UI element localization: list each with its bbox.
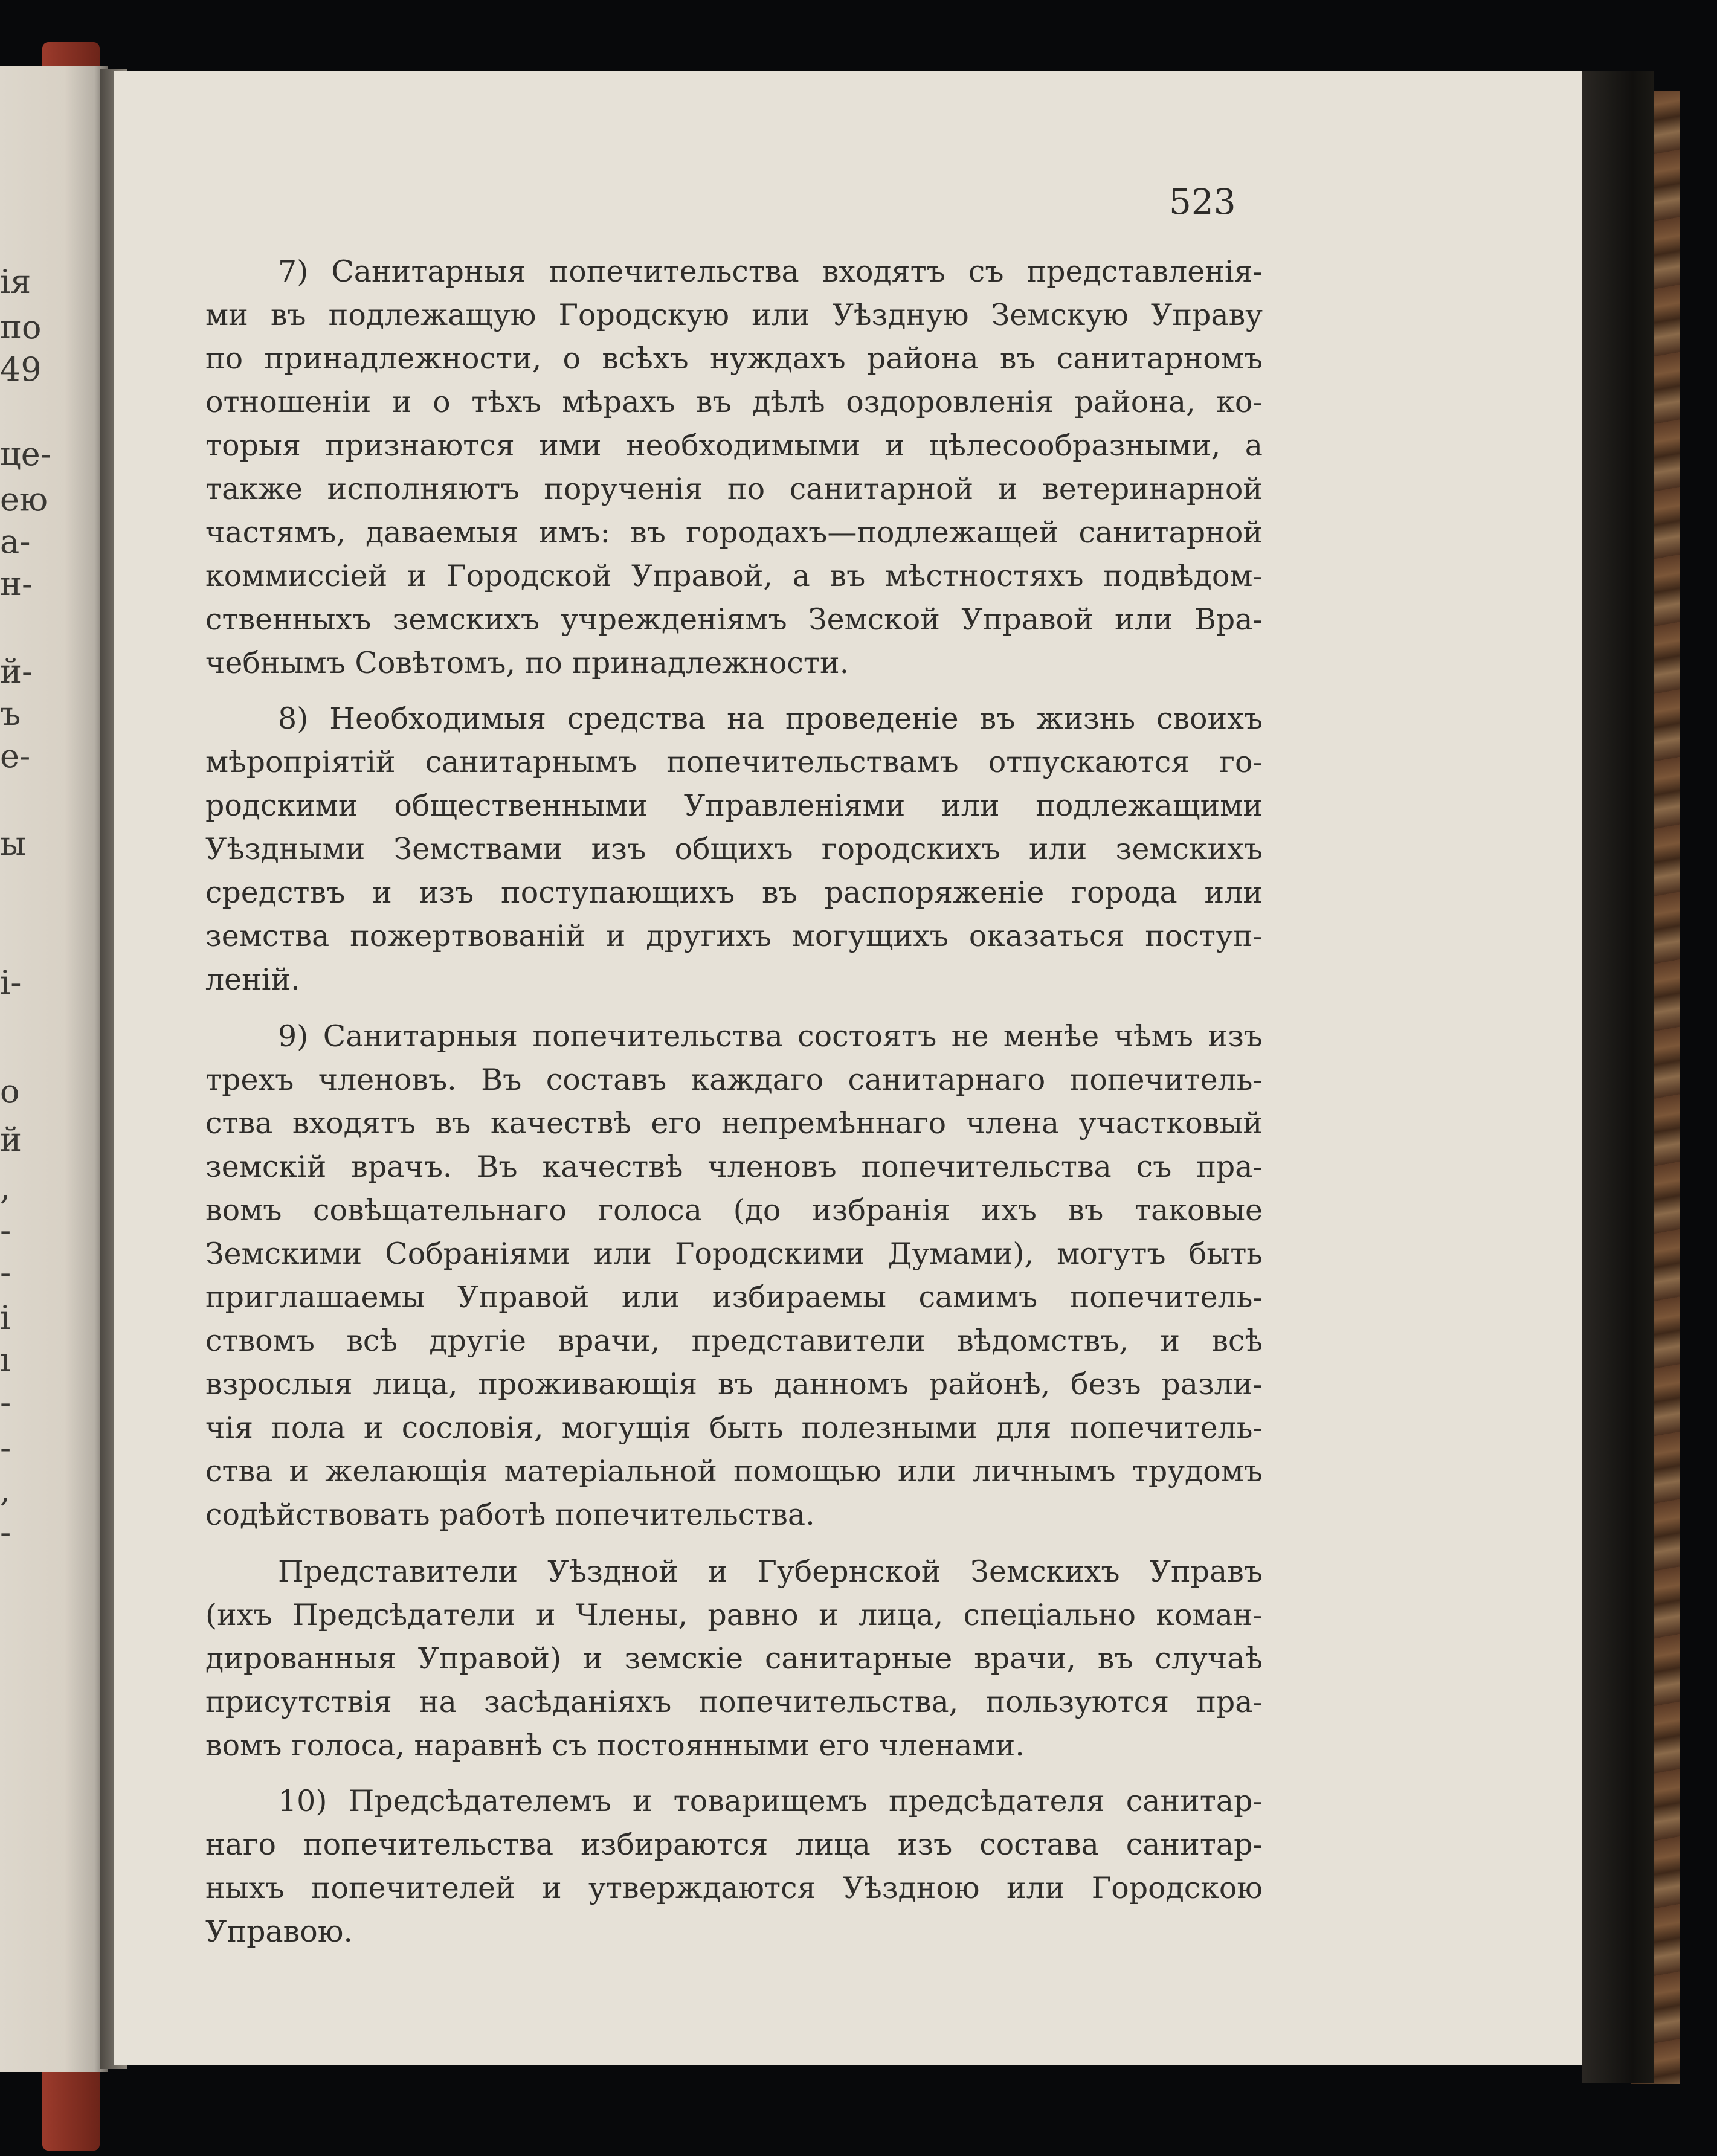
text-line: чія пола и сословія, могущія быть полезными для попечитель- (205, 1411, 1263, 1445)
text-line: коммиссіей и Городской Управой, а въ мѣстностяхъ подвѣдом- (205, 559, 1263, 593)
text-line: наго попечительства избираются лица изъ состава санитар- (205, 1827, 1263, 1862)
left-fragment: ъ (0, 695, 21, 733)
text-line: торыя признаются ими необходимыми и цѣлесообразными, а (205, 428, 1263, 463)
text-line: ственныхъ земскихъ учрежденіямъ Земской Управой или Вра- (205, 602, 1263, 637)
text-line: ми въ подлежащую Городскую или Уѣздную Земскую Управу (205, 298, 1263, 332)
text-line: присутствія на засѣданіяхъ попечительства, пользуются пра- (205, 1685, 1263, 1719)
text-line: трехъ членовъ. Въ составъ каждаго санитарнаго попечитель- (205, 1063, 1263, 1097)
text-line: Представители Уѣздной и Губернской Земскихъ Управъ (278, 1554, 1263, 1589)
left-fragment: - (0, 1383, 11, 1421)
left-fragment: ı (0, 1341, 11, 1379)
left-fragment: по (0, 308, 42, 346)
text-line: родскими общественными Управленіями или подлежащими (205, 788, 1263, 823)
left-page (0, 66, 108, 2072)
left-fragment: ею (0, 480, 48, 518)
left-fragment: , (0, 1471, 11, 1509)
text-line: средствъ и изъ поступающихъ въ распоряженіе города или (205, 875, 1263, 910)
left-fragment: о (0, 1072, 20, 1110)
text-line: взрослыя лица, проживающія въ данномъ районѣ, безъ разли- (205, 1367, 1263, 1401)
text-line: леній. (205, 962, 300, 997)
text-line: ныхъ попечителей и утверждаются Уѣздною или Городскою (205, 1871, 1263, 1905)
text-line: земства пожертвованій и другихъ могущихъ оказаться поступ- (205, 919, 1263, 953)
left-fragment: - (0, 1211, 11, 1249)
left-fragment: це- (0, 435, 51, 473)
text-line: ства входятъ въ качествѣ его непремѣннаго члена участковый (205, 1106, 1263, 1141)
text-line: вомъ голоса, наравнѣ съ постоянными его членами. (205, 1728, 1025, 1763)
text-line: содѣйствовать работѣ попечительства. (205, 1498, 815, 1532)
left-fragment: а- (0, 523, 31, 561)
text-line: (ихъ Предсѣдатели и Члены, равно и лица, спеціально коман- (205, 1598, 1263, 1632)
left-fragment: - (0, 1429, 11, 1467)
text-line: 8) Необходимыя средства на проведеніе въ жизнь своихъ (278, 701, 1263, 736)
text-line: земскій врачъ. Въ качествѣ членовъ попечительства съ пра- (205, 1150, 1263, 1184)
text-line: Уѣздными Земствами изъ общихъ городскихъ или земскихъ (205, 832, 1263, 866)
left-fragment: ія (0, 263, 31, 301)
text-line: 10) Предсѣдателемъ и товарищемъ предсѣдателя санитар- (278, 1784, 1263, 1818)
left-fragment: - (0, 1513, 11, 1551)
left-fragment: - (0, 1253, 11, 1292)
left-fragment: й (0, 1121, 22, 1159)
text-line: по принадлежности, о всѣхъ нуждахъ района въ санитарномъ (205, 341, 1263, 376)
text-line: мѣропріятій санитарнымъ попечительствамъ отпускаются го- (205, 745, 1263, 779)
text-line: Управою. (205, 1914, 353, 1949)
text-line: чебнымъ Совѣтомъ, по принадлежности. (205, 646, 849, 680)
text-line: 7) Санитарныя попечительства входятъ съ представленія- (278, 254, 1263, 289)
text-line: отношеніи и о тѣхъ мѣрахъ въ дѣлѣ оздоровленія района, ко- (205, 385, 1263, 419)
left-fragment: ы (0, 825, 26, 863)
text-line: вомъ совѣщательнаго голоса (до избранія ихъ въ таковые (205, 1193, 1263, 1228)
left-fragment: й- (0, 652, 33, 690)
page-number: 523 (1169, 181, 1236, 222)
text-line: дированныя Управой) и земскіе санитарные врачи, въ случаѣ (205, 1641, 1263, 1676)
text-line: ствомъ всѣ другіе врачи, представители вѣдомствъ, и всѣ (205, 1324, 1263, 1358)
left-fragment: н- (0, 565, 33, 603)
right-cover-edge (1582, 71, 1654, 2083)
text-line: 9) Санитарныя попечительства состоятъ не менѣе чѣмъ изъ (278, 1019, 1263, 1054)
text-line: ства и желающія матеріальной помощью или личнымъ трудомъ (205, 1454, 1263, 1488)
text-line: частямъ, даваемыя имъ: въ городахъ—подлежащей санитарной (205, 515, 1263, 550)
left-fragment: 49 (0, 350, 42, 388)
left-fragment: і (0, 1299, 11, 1337)
left-fragment: і- (0, 964, 22, 1002)
text-line: приглашаемы Управой или избираемы самимъ попечитель- (205, 1280, 1263, 1315)
left-fragment: , (0, 1169, 11, 1207)
text-line: также исполняютъ порученія по санитарной и ветеринарной (205, 472, 1263, 506)
left-fragment: е- (0, 737, 31, 775)
text-line: Земскими Собраніями или Городскими Думами), могутъ быть (205, 1237, 1263, 1271)
